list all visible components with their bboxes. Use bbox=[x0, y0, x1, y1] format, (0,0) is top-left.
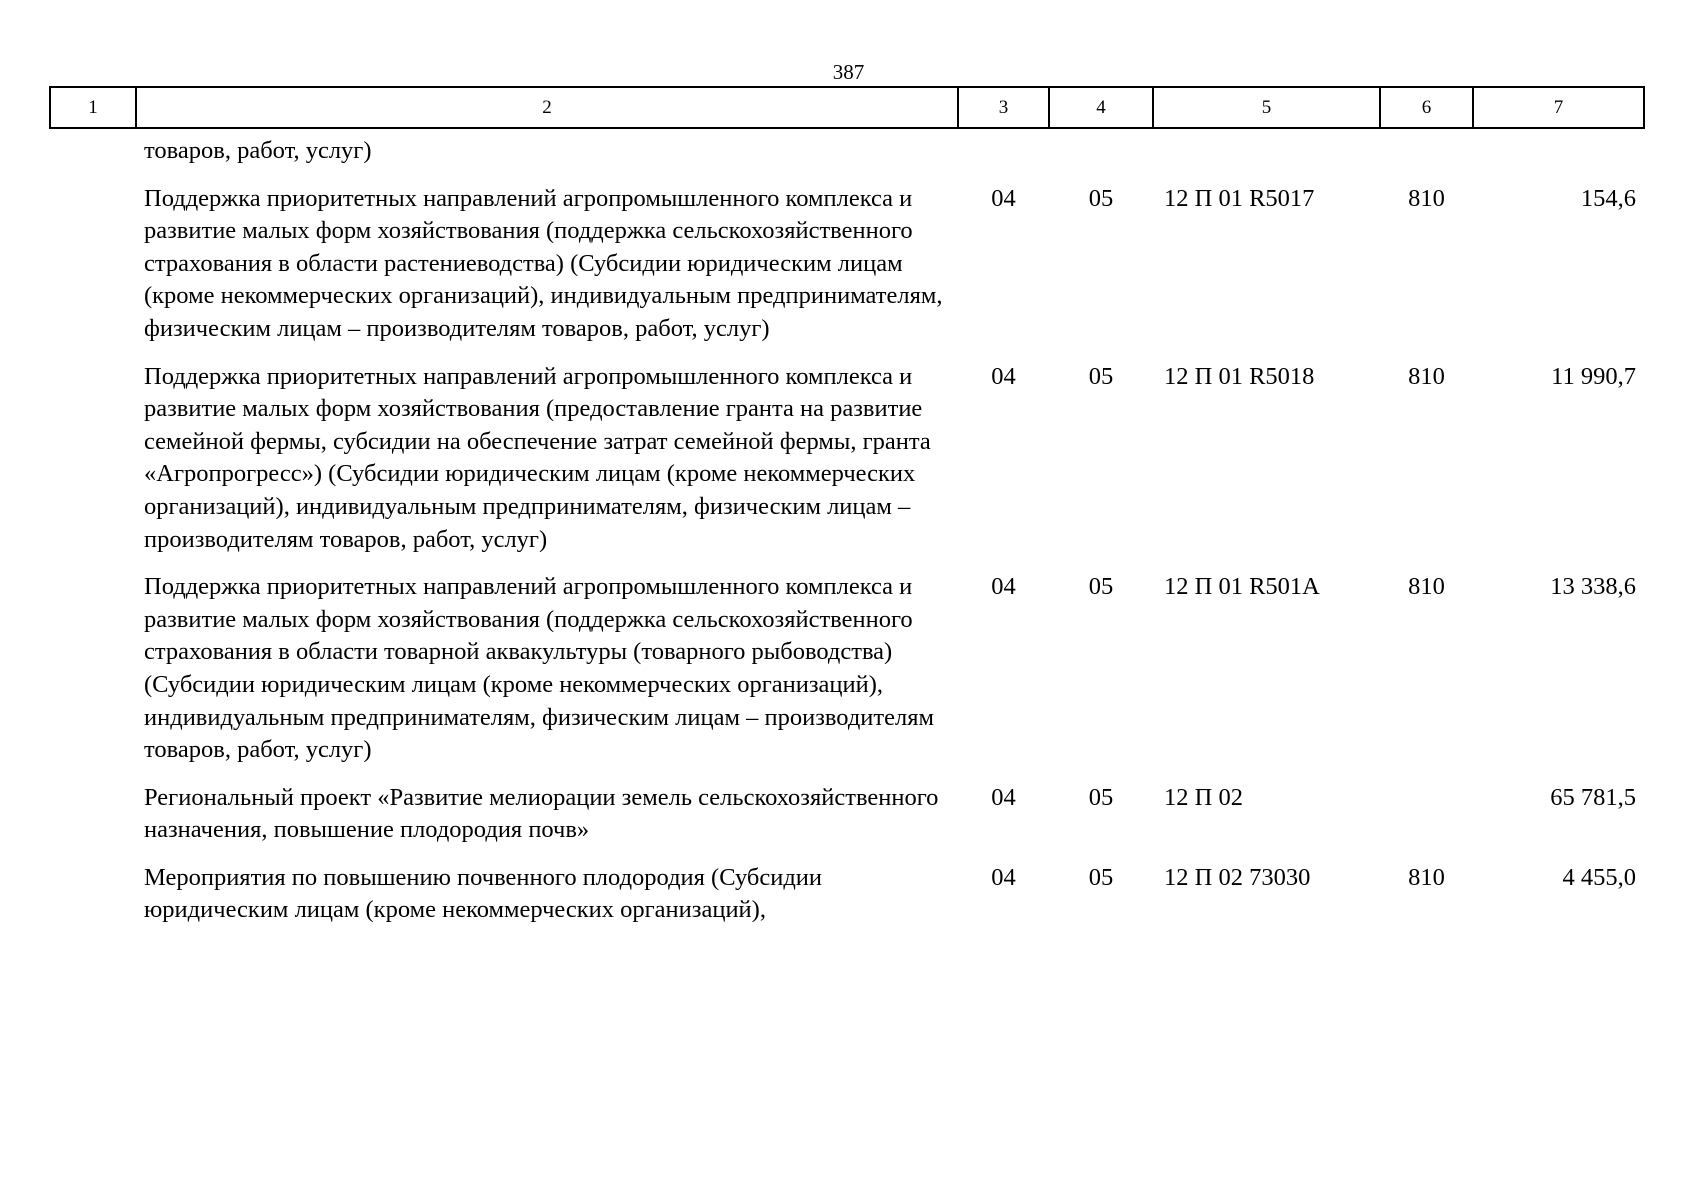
row-subsection: 05 bbox=[1088, 184, 1114, 212]
row-section: 04 bbox=[991, 362, 1016, 390]
budget-table bbox=[49, 86, 1645, 942]
row-expense-type: 810 bbox=[1408, 863, 1445, 891]
table-row bbox=[50, 361, 1644, 572]
row-name: Поддержка приоритетных направлений агропромышленного комплекса и развитие малых форм хозяйствования (предоставление гранта на развитие семейной фермы, субсидии на обеспечение затрат семейной фермы, гранта «Агропрогресс») (Субсидии юридическим лицам (кроме некоммерческих организаций), индивидуальным предпринимателям, физическим лицам – производителям товаров, работ, услуг) bbox=[144, 362, 931, 553]
row-name: товаров, работ, услуг) bbox=[144, 137, 372, 164]
column-header-1: 1 bbox=[50, 87, 136, 128]
row-amount: 11 990,7 bbox=[1551, 362, 1636, 390]
row-name: Региональный проект «Развитие мелиорации земель сельскохозяйственного назначения, повышение плодородия почв» bbox=[144, 783, 939, 844]
table-row bbox=[50, 782, 1644, 862]
row-subsection: 05 bbox=[1088, 863, 1114, 891]
row-expense-type: 810 bbox=[1408, 362, 1445, 390]
row-target-code: 12 П 01 R5018 bbox=[1164, 362, 1315, 390]
table-body bbox=[50, 128, 1644, 942]
table-header bbox=[50, 87, 1644, 128]
column-header-4: 4 bbox=[1049, 87, 1153, 128]
header-row bbox=[50, 87, 1644, 128]
row-subsection: 05 bbox=[1088, 783, 1114, 811]
table-row bbox=[50, 571, 1644, 782]
row-target-code: 12 П 02 bbox=[1164, 783, 1243, 811]
page-number: 387 bbox=[832, 60, 865, 84]
row-expense-type: 810 bbox=[1408, 573, 1445, 601]
column-header-6: 6 bbox=[1380, 87, 1473, 128]
table-row bbox=[50, 183, 1644, 361]
row-subsection: 05 bbox=[1088, 362, 1114, 390]
row-name: Поддержка приоритетных направлений агропромышленного комплекса и развитие малых форм хозяйствования (поддержка сельскохозяйственного страхования в области товарной аквакультуры (товарного рыбоводства) (Субсидии юридическим лицам (кроме некоммерческих организаций), индивидуальным предпринимателям, физическим лицам – производителям товаров, работ, услуг) bbox=[144, 573, 934, 764]
row-section: 04 bbox=[991, 863, 1016, 891]
column-header-7: 7 bbox=[1473, 87, 1644, 128]
row-target-code: 12 П 02 73030 bbox=[1164, 863, 1311, 891]
row-amount: 154,6 bbox=[1580, 184, 1636, 212]
row-section: 04 bbox=[991, 184, 1016, 212]
row-expense-type bbox=[1380, 782, 1473, 862]
row-target-code bbox=[1153, 128, 1380, 183]
row-amount: 13 338,6 bbox=[1550, 573, 1636, 601]
column-header-2: 2 bbox=[136, 87, 958, 128]
row-name: Мероприятия по повышению почвенного плодородия (Субсидии юридическим лицам (кроме некоммерческих организаций), bbox=[144, 863, 823, 924]
row-amount bbox=[1473, 128, 1644, 183]
table-row bbox=[50, 862, 1644, 942]
row-section bbox=[958, 128, 1049, 183]
row-section: 04 bbox=[991, 573, 1016, 601]
row-target-code: 12 П 01 R501А bbox=[1164, 573, 1320, 601]
row-section: 04 bbox=[991, 783, 1016, 811]
row-amount: 65 781,5 bbox=[1550, 783, 1636, 811]
row-amount: 4 455,0 bbox=[1562, 863, 1636, 891]
column-header-5: 5 bbox=[1153, 87, 1380, 128]
row-expense-type: 810 bbox=[1408, 184, 1445, 212]
row-name: Поддержка приоритетных направлений агропромышленного комплекса и развитие малых форм хозяйствования (поддержка сельскохозяйственного страхования в области растениеводства) (Субсидии юридическим лицам (кроме некоммерческих организаций), индивидуальным предпринимателям, физическим лицам – производителям товаров, работ, услуг) bbox=[144, 184, 943, 342]
row-expense-type bbox=[1380, 128, 1473, 183]
row-subsection: 05 bbox=[1088, 573, 1114, 601]
row-target-code: 12 П 01 R5017 bbox=[1164, 184, 1315, 212]
table-row bbox=[50, 128, 1644, 183]
column-header-3: 3 bbox=[958, 87, 1049, 128]
row-subsection bbox=[1049, 128, 1153, 183]
